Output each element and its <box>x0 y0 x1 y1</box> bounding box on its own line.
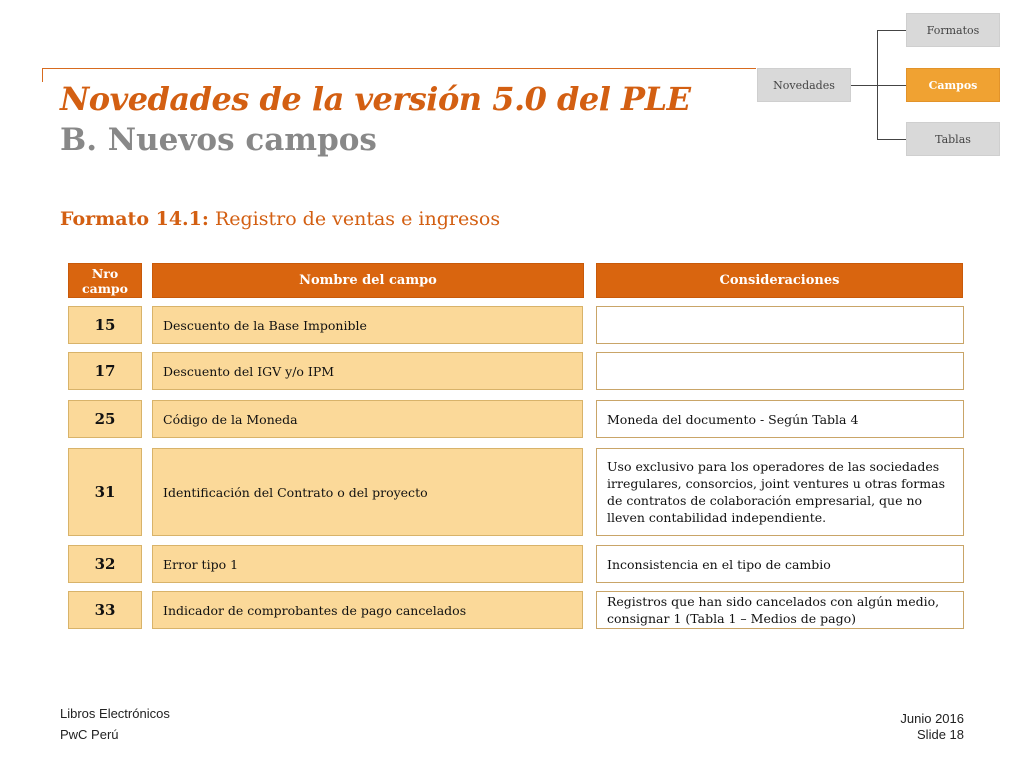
row-17-nro: 17 <box>68 352 142 390</box>
nav-connector-h <box>851 85 878 86</box>
row-15-nro: 15 <box>68 306 142 344</box>
nav-connector-campos <box>877 85 906 86</box>
row-17-consideraciones <box>596 352 964 390</box>
header-nombre-campo: Nombre del campo <box>152 263 584 298</box>
header-consideraciones: Consideraciones <box>596 263 963 298</box>
format-heading-bold: Formato 14.1: <box>60 208 209 230</box>
row-25-consideraciones: Moneda del documento - Según Tabla 4 <box>596 400 964 438</box>
title-bracket-top <box>42 68 756 69</box>
row-25-nro: 25 <box>68 400 142 438</box>
nav-novedades[interactable]: Novedades <box>757 68 851 102</box>
header-nro-campo: Nro campo <box>68 263 142 298</box>
nav-formatos[interactable]: Formatos <box>906 13 1000 47</box>
row-15-consideraciones <box>596 306 964 344</box>
footer-date: Junio 2016 <box>900 711 964 726</box>
footer-slide: Slide 18 <box>917 727 964 742</box>
footer-libros: Libros Electrónicos <box>60 706 170 721</box>
row-32-nro: 32 <box>68 545 142 583</box>
format-heading-rest: Registro de ventas e ingresos <box>208 208 501 230</box>
footer-company: PwC Perú <box>60 727 119 742</box>
page-subtitle: B. Nuevos campos <box>60 122 377 158</box>
row-31-nombre: Identificación del Contrato o del proyecto <box>152 448 583 536</box>
nav-connector-tablas <box>877 139 906 140</box>
row-15-nombre: Descuento de la Base Imponible <box>152 306 583 344</box>
row-25-nombre: Código de la Moneda <box>152 400 583 438</box>
nav-tablas[interactable]: Tablas <box>906 122 1000 156</box>
row-33-nombre: Indicador de comprobantes de pago cancelados <box>152 591 583 629</box>
row-31-consideraciones: Uso exclusivo para los operadores de las sociedades irregulares, consorcios, joint ventures u otras formas de contratos de colaboración empresarial, que no lleven contabilidad independiente. <box>596 448 964 536</box>
row-33-consideraciones: Registros que han sido cancelados con algún medio, consignar 1 (Tabla 1 – Medios de pago) <box>596 591 964 629</box>
title-bracket-left <box>42 68 43 82</box>
format-heading <box>60 208 500 230</box>
row-17-nombre: Descuento del IGV y/o IPM <box>152 352 583 390</box>
row-33-nro: 33 <box>68 591 142 629</box>
nav-campos[interactable]: Campos <box>906 68 1000 102</box>
page-title: Novedades de la versión 5.0 del PLE <box>60 80 691 118</box>
row-31-nro: 31 <box>68 448 142 536</box>
row-32-consideraciones: Inconsistencia en el tipo de cambio <box>596 545 964 583</box>
nav-connector-formatos <box>877 30 906 31</box>
row-32-nombre: Error tipo 1 <box>152 545 583 583</box>
